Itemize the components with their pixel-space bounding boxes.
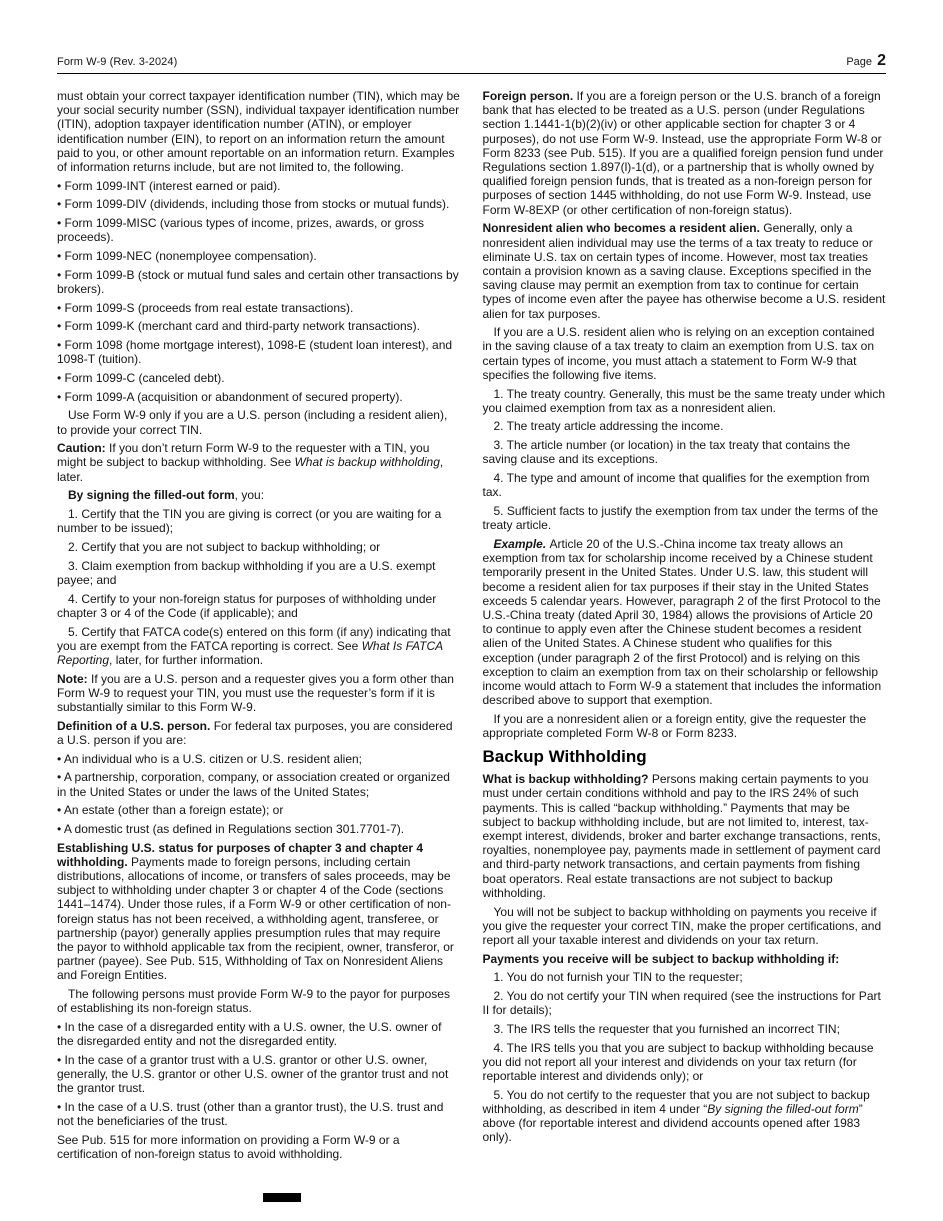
numbered-item bbox=[57, 625, 461, 668]
text-run: By signing the filled-out form bbox=[68, 488, 235, 503]
paragraph bbox=[483, 905, 887, 948]
text-run: , you: bbox=[234, 488, 265, 503]
text-run: • Form 1099-S (proceeds from real estate transactions). bbox=[57, 300, 354, 315]
numbered-item bbox=[483, 1022, 887, 1036]
text-run: , later, for further information. bbox=[109, 652, 264, 667]
text-run: The following persons must provide Form W-9 to the payor for purposes of establishing its non-foreign status. bbox=[57, 987, 450, 1016]
text-run: If you are a foreign person or the U.S. branch of a foreign bank that has elected to be treated as a U.S. person (under Regulations section 1.1441-1(b)(2)(iv) or other applicable section for chapter 3 or 4 purposes), do not use Form W-9. Instead, use the appropriate Form W-8 or Form 8233 (see Pub. 515). If you are a qualified foreign pension fund under Regulations section 1.897(l)-1(d), or a partnership that is wholly owned by qualified foreign pension funds, that is treated as a non-foreign person for purposes of section 1445 withholding, do not use Form W-9. Instead, use Form W-8EXP (or other certification of non-foreign status). bbox=[482, 89, 884, 217]
text-run: 1. The treaty country. Generally, this must be the same treaty under which you claimed exemption from tax as a nonresident alien. bbox=[482, 386, 886, 415]
page-label: Page bbox=[846, 56, 873, 68]
numbered-item bbox=[483, 504, 887, 532]
scan-artifact-mark bbox=[263, 1193, 301, 1202]
paragraph bbox=[57, 672, 461, 715]
text-run: You will not be subject to backup withholding on payments you receive if you give the requester your correct TIN, make the proper certifications, and report all your taxable interest and dividends on your tax return. bbox=[482, 904, 882, 947]
text-run: 3. The IRS tells the requester that you furnished an incorrect TIN; bbox=[493, 1021, 840, 1036]
paragraph bbox=[57, 1133, 461, 1161]
text-run: Generally, only a nonresident alien individual may use the terms of a tax treaty to reduce or eliminate U.S. tax on certain types of income. However, most tax treaties contain a provision known as a saving clause. Exceptions specified in the saving clause may permit an exemption from tax to continue for certain types of income even after the payee has otherwise become a U.S. resident alien for tax purposes. bbox=[482, 221, 886, 321]
text-run: Example. bbox=[493, 536, 550, 551]
bullet-item bbox=[57, 319, 461, 333]
paragraph bbox=[57, 719, 461, 747]
text-run: • Form 1099-DIV (dividends, including those from stocks or mutual funds). bbox=[57, 197, 450, 212]
bullet-item bbox=[57, 770, 461, 798]
text-run: must obtain your correct taxpayer identification number (TIN), which may be your social security number (SSN), individual taxpayer identification number (ITIN), adoption taxpayer identification number (ATIN), or employer identification number (EIN), to report on an information return the amount paid to you, or other amount reportable on an information return. Examples of information returns include, but are not limited to, the following. bbox=[57, 89, 460, 175]
text-run: 4. The type and amount of income that qualifies for the exemption from tax. bbox=[482, 471, 870, 500]
paragraph bbox=[57, 408, 461, 436]
text-run: 2. The treaty article addressing the income. bbox=[493, 419, 724, 434]
text-run: 3. Claim exemption from backup withholding if you are a U.S. exempt payee; and bbox=[57, 558, 436, 587]
paragraph bbox=[57, 441, 461, 484]
right-column bbox=[483, 89, 887, 1166]
text-run: Backup Withholding bbox=[482, 747, 647, 767]
text-run: 1. You do not furnish your TIN to the requester; bbox=[493, 970, 743, 985]
text-run: What Is FATCA Reporting bbox=[57, 638, 443, 667]
paragraph bbox=[483, 537, 887, 707]
text-run: • In the case of a U.S. trust (other than a grantor trust), the U.S. trust and not the beneficiaries of the trust. bbox=[57, 1100, 444, 1129]
text-run: If you are a nonresident alien or a foreign entity, give the requester the appropriate completed Form W-8 or Form 8233. bbox=[482, 711, 867, 741]
bullet-item bbox=[57, 803, 461, 817]
text-run: If you are a U.S. person and a requester gives you a form other than Form W-9 to request your TIN, you must use the requester’s form if it is substantially similar to this Form W-9. bbox=[57, 671, 454, 715]
numbered-item bbox=[57, 507, 461, 535]
text-run: What is backup withholding bbox=[294, 455, 440, 470]
text-run: Use Form W-9 only if you are a U.S. person (including a resident alien), to provide your correct TIN. bbox=[57, 408, 448, 437]
text-run: If you are a U.S. resident alien who is relying on an exception contained in the saving clause of a tax treaty to claim an exemption from U.S. tax on certain types of income, you must attach a statement to Form W-9 that specifies the following five items. bbox=[482, 325, 875, 382]
text-run: 1. Certify that the TIN you are giving is correct (or you are waiting for a number to be issued); bbox=[57, 507, 442, 536]
bullet-item bbox=[57, 390, 461, 404]
left-column bbox=[57, 89, 461, 1166]
text-run: See Pub. 515 for more information on providing a Form W-9 or a certification of non-foreign status to avoid withholding. bbox=[57, 1133, 400, 1162]
text-run: • A domestic trust (as defined in Regulations section 301.7701-7). bbox=[57, 821, 405, 836]
paragraph bbox=[57, 89, 461, 174]
numbered-item bbox=[483, 419, 887, 433]
bullet-item bbox=[57, 752, 461, 766]
text-run: Nonresident alien who becomes a resident alien. bbox=[482, 221, 764, 236]
paragraph bbox=[483, 952, 887, 966]
numbered-item bbox=[483, 989, 887, 1017]
text-run: 5. You do not certify to the requester that you are not subject to backup withholding, as described in item 4 under “ bbox=[482, 1087, 870, 1116]
text-run: • Form 1099-NEC (nonemployee compensation). bbox=[57, 249, 317, 264]
text-run: Foreign person. bbox=[482, 89, 577, 103]
form-title: Form W-9 (Rev. 3-2024) bbox=[57, 56, 178, 68]
text-run: For federal tax purposes, you are considered a U.S. person if you are: bbox=[57, 718, 453, 747]
paragraph bbox=[57, 488, 461, 502]
text-run: • Form 1099-A (acquisition or abandonment of secured property). bbox=[57, 389, 403, 404]
text-run: Note: bbox=[57, 671, 91, 686]
numbered-item bbox=[483, 387, 887, 415]
bullet-item bbox=[57, 1100, 461, 1128]
bullet-item bbox=[57, 1053, 461, 1096]
bullet-item bbox=[57, 338, 461, 366]
paragraph bbox=[483, 712, 887, 740]
text-run: • Form 1099-MISC (various types of income, prizes, awards, or gross proceeds). bbox=[57, 216, 424, 245]
paragraph bbox=[483, 772, 887, 900]
text-run: 3. The article number (or location) in the tax treaty that contains the saving clause and its exceptions. bbox=[482, 438, 851, 467]
paragraph bbox=[57, 987, 461, 1015]
numbered-item bbox=[57, 559, 461, 587]
numbered-item bbox=[483, 471, 887, 499]
section-heading bbox=[483, 747, 887, 767]
text-run: What is backup withholding? bbox=[482, 772, 652, 787]
text-run: Article 20 of the U.S.-China income tax treaty allows an exemption from tax for scholarship income received by a Chinese student temporarily present in the United States. Under U.S. law, this student will become a resident alien for tax purposes if their stay in the United States exceeds 5 calendar years. However, paragraph 2 of the first Protocol to the U.S.-China treaty (dated April 30, 1984) allows the provisions of Article 20 to continue to apply even after the Chinese student becomes a resident alien of the United States. A Chinese student who qualifies for this exception (under paragraph 2 of the first Protocol) and is relying on this exception to claim an exemption from tax on their scholarship or fellowship income would attach to Form W-9 a statement that includes the information described above to support that exemption. bbox=[482, 536, 882, 708]
text-run: 5. Certify that FATCA code(s) entered on this form (if any) indicating that you are exempt from the FATCA reporting is correct. See bbox=[57, 624, 451, 653]
paragraph bbox=[57, 841, 461, 983]
text-run: Payments you receive will be subject to backup withholding if: bbox=[482, 951, 840, 966]
bullet-item bbox=[57, 1020, 461, 1048]
paragraph bbox=[483, 221, 887, 320]
text-run: • Form 1099-B (stock or mutual fund sales and certain other transactions by brokers). bbox=[57, 267, 459, 296]
text-run: • In the case of a disregarded entity with a U.S. owner, the U.S. owner of the disregarded entity and not the disregarded entity. bbox=[57, 1020, 442, 1049]
text-run: • Form 1099-INT (interest earned or paid). bbox=[57, 178, 281, 193]
numbered-item bbox=[483, 438, 887, 466]
paragraph bbox=[483, 325, 887, 382]
bullet-item bbox=[57, 371, 461, 385]
text-run: 4. The IRS tells you that you are subject to backup withholding because you did not report all your interest and dividends on your tax return (for reportable interest and dividends only); or bbox=[482, 1040, 874, 1084]
page-header bbox=[57, 52, 886, 74]
text-run: , later. bbox=[57, 455, 444, 484]
bullet-item bbox=[57, 822, 461, 836]
numbered-item bbox=[483, 1088, 887, 1145]
text-run: Establishing U.S. status for purposes of chapter 3 and chapter 4 withholding. bbox=[57, 840, 424, 869]
text-run: Payments made to foreign persons, including certain distributions, allocations of income, or transfers of sales proceeds, may be subject to withholding under chapter 3 or chapter 4 of the Code (sections 1441–1474). Under those rules, if a Form W-9 or other certification of non-foreign status has not been received, a withholding agent, transferee, or partnership (payor) generally applies presumption rules that may require the payor to withhold applicable tax from the recipient, owner, transferor, or partner (payee). See Pub. 515, Withholding of Tax on Nonresident Aliens and Foreign Entities. bbox=[57, 854, 454, 983]
text-run: 2. You do not certify your TIN when required (see the instructions for Part II for details); bbox=[482, 989, 881, 1018]
text-run: • An individual who is a U.S. citizen or U.S. resident alien; bbox=[57, 751, 363, 766]
text-run: • Form 1099-C (canceled debt). bbox=[57, 370, 225, 385]
bullet-item bbox=[57, 197, 461, 211]
text-run: ” above (for reportable interest and dividend accounts opened after 1983 only). bbox=[482, 1102, 863, 1145]
bullet-item bbox=[57, 216, 461, 244]
text-run: 2. Certify that you are not subject to backup withholding; or bbox=[68, 539, 381, 554]
numbered-item bbox=[483, 1041, 887, 1084]
paragraph bbox=[483, 89, 887, 217]
text-run: Persons making certain payments to you must under certain conditions withhold and pay to the IRS 24% of such payments. This is called “backup withholding.” Payments that may be subject to backup withholding include, but are not limited to, interest, tax-exempt interest, dividends, broker and barter exchange transactions, rents, royalties, nonemployee pay, payments made in settlement of payment card and third-party network transactions, and certain payments from fishing boat operators. Real estate transactions are not subject to backup withholding. bbox=[482, 772, 881, 900]
text-run: • A partnership, corporation, company, or association created or organized in the United States or under the laws of the United States; bbox=[57, 770, 450, 799]
text-run: • Form 1099-K (merchant card and third-party network transactions). bbox=[57, 319, 421, 334]
text-run: 5. Sufficient facts to justify the exemption from tax under the terms of the treaty article. bbox=[482, 503, 879, 533]
text-run: Definition of a U.S. person. bbox=[57, 718, 214, 733]
text-run: • Form 1098 (home mortgage interest), 1098-E (student loan interest), and 1098-T (tuition). bbox=[57, 338, 453, 367]
page-number: 2 bbox=[877, 52, 886, 69]
bullet-item bbox=[57, 179, 461, 193]
numbered-item bbox=[483, 970, 887, 984]
text-run: If you don’t return Form W-9 to the requester with a TIN, you might be subject to backup withholding. See bbox=[57, 441, 430, 470]
bullet-item bbox=[57, 249, 461, 263]
text-run: Caution: bbox=[57, 441, 109, 456]
page-indicator bbox=[846, 52, 886, 70]
text-run: • An estate (other than a foreign estate); or bbox=[57, 803, 284, 818]
bullet-item bbox=[57, 301, 461, 315]
numbered-item bbox=[57, 592, 461, 620]
text-run: By signing the filled-out form bbox=[707, 1102, 859, 1116]
text-run: • In the case of a grantor trust with a U.S. grantor or other U.S. owner, generally, the U.S. grantor or other U.S. owner of the grantor trust and not the grantor trust. bbox=[57, 1052, 449, 1096]
bullet-item bbox=[57, 268, 461, 296]
numbered-item bbox=[57, 540, 461, 554]
text-run: 4. Certify to your non-foreign status for purposes of withholding under chapter 3 or 4 of the Code (if applicable); and bbox=[57, 591, 437, 620]
two-column-body bbox=[57, 89, 886, 1166]
